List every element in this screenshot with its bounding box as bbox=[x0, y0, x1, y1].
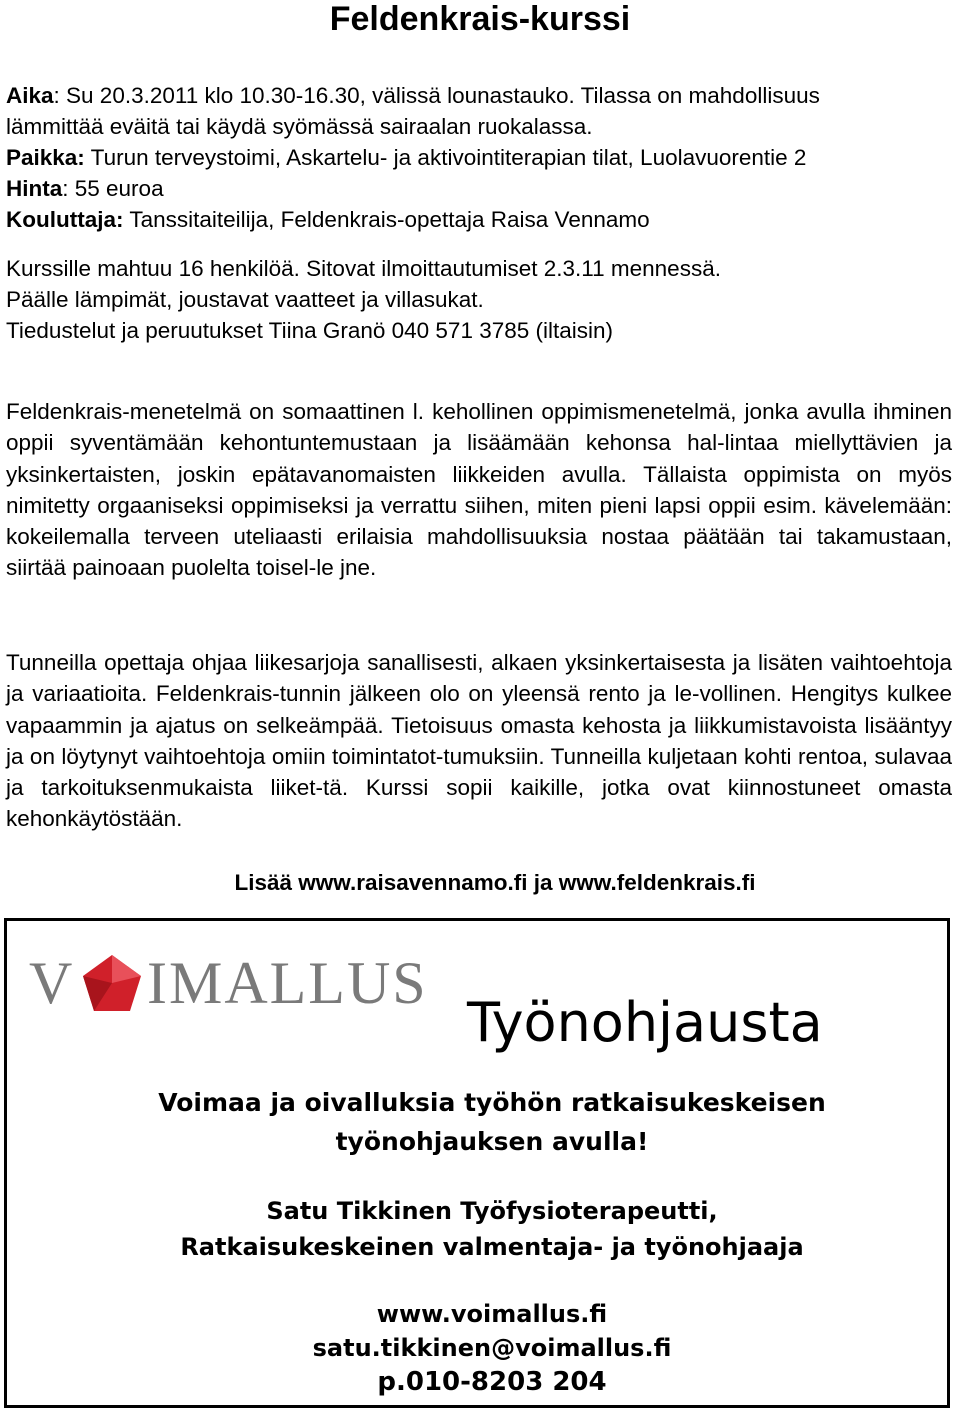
method-paragraph: Feldenkrais-menetelmä on somaattinen l. kehollinen oppimismenetelmä, jonka avulla ihminen oppii syventämään kehontuntemustaan ja lisäämään kehonsa hal-lintaa miellyttävien ja yksinkertaisten, joskin epätavanomaisten liikkeiden avulla. Tällaista oppimista on myös nimitetty orgaaniseksi oppimiseksi ja verrattu siihen, miten pieni lapsi oppii esim. kävelemään: kokeilemalla terveen uteliaasti erilaisia mahdollisuuksia nostaa päätään tai takamustaan, siirtää painoaan puolelta toisel-le jne. bbox=[6, 399, 952, 581]
time-line-continued: lämmittää eväitä tai käydä syömässä sairaalan ruokalassa. bbox=[6, 114, 593, 139]
price-value: : 55 euroa bbox=[62, 176, 164, 201]
instructor-label: Kouluttaja: bbox=[6, 207, 124, 232]
price-label: Hinta bbox=[6, 176, 63, 201]
more-info-links: Lisää www.raisavennamo.fi ja www.feldenkrais.fi bbox=[234, 870, 756, 895]
tagline-line-1: Voimaa ja oivalluksia työhön ratkaisukeskeisen bbox=[158, 1088, 826, 1117]
ad-contact bbox=[7, 1297, 947, 1399]
time-value: : Su 20.3.2011 klo 10.30-16.30, välissä lounastauko. Tilassa on mahdollisuus bbox=[53, 83, 820, 108]
tagline-line-2: työnohjauksen avulla! bbox=[335, 1127, 649, 1156]
ad-website: www.voimallus.fi bbox=[376, 1300, 608, 1328]
person-line-2: Ratkaisukeskeinen valmentaja- ja työnohjaaja bbox=[180, 1233, 804, 1261]
person-line-1: Satu Tikkinen Työfysioterapeutti, bbox=[266, 1197, 718, 1225]
time-label: Aika bbox=[6, 83, 54, 108]
page-title: Feldenkrais-kurssi bbox=[329, 0, 631, 38]
ad-person bbox=[7, 1193, 947, 1265]
voimallus-logo bbox=[29, 943, 429, 1023]
ad-phone: p.010-8203 204 bbox=[377, 1367, 607, 1397]
ad-email: satu.tikkinen@voimallus.fi bbox=[312, 1334, 672, 1362]
clothing-line: Päälle lämpimät, joustavat vaatteet ja villasukat. bbox=[6, 287, 484, 312]
time-line bbox=[6, 80, 956, 111]
ad-title: Työnohjausta bbox=[467, 991, 823, 1054]
lesson-paragraph: Tunneilla opettaja ohjaa liikesarjoja sanallisesti, alkaen yksinkertaisesta ja lisäten vaihtoehtoja ja variaatioita. Feldenkrais-tunnin jälkeen olo on yleensä rento ja le-vollinen. Hengitys kulkee vapaammin ja ajatus on selkeämpää. Tietoisuus omasta kehosta ja liikkumistavoista lisääntyy ja on löytynyt vaihtoehtoja omiin toimintatot-tumuksiin. Tunneilla kuljetaan kohti rentoa, sulavaa ja tarkoituksenmukaista liiket-tä. Kurssi sopii kaikille, jotka ovat kiinnostuneet omasta kehonkäytöstään. bbox=[6, 650, 952, 832]
instructor-line bbox=[6, 204, 956, 235]
logo-letters-imallus: IMALLUS bbox=[147, 950, 428, 1016]
logo-letter-v: V bbox=[29, 950, 75, 1016]
contact-line: Tiedustelut ja peruutukset Tiina Granö 040 571 3785 (iltaisin) bbox=[6, 318, 614, 343]
place-line bbox=[6, 142, 956, 173]
instructor-value: Tanssitaiteilija, Feldenkrais-opettaja Raisa Vennamo bbox=[123, 207, 650, 232]
place-value: Turun terveystoimi, Askartelu- ja aktivointiterapian tilat, Luolavuorentie 2 bbox=[84, 145, 807, 170]
course-info bbox=[6, 80, 956, 346]
red-pentagon-icon bbox=[81, 953, 143, 1015]
place-label: Paikka: bbox=[6, 145, 85, 170]
price-line bbox=[6, 173, 956, 204]
capacity-line: Kurssille mahtuu 16 henkilöä. Sitovat ilmoittautumiset 2.3.11 mennessä. bbox=[6, 256, 721, 281]
advertisement-box bbox=[4, 918, 950, 1408]
ad-tagline bbox=[7, 1083, 947, 1161]
